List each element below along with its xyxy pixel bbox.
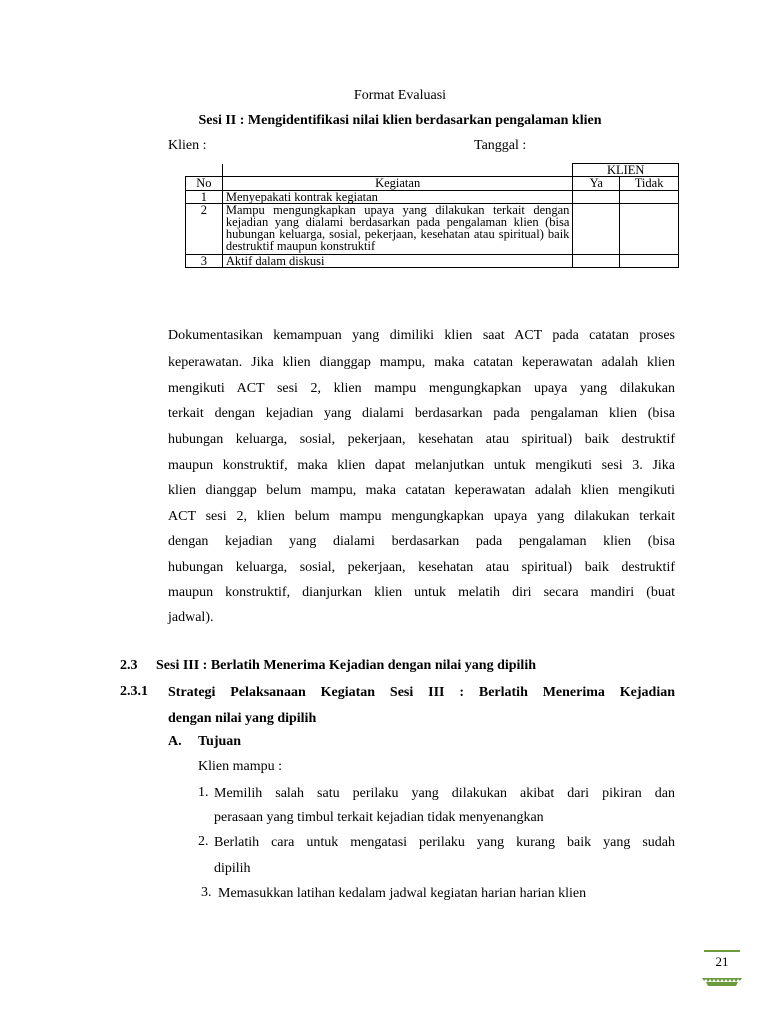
table-row <box>186 255 679 268</box>
table-row <box>186 204 679 255</box>
list-item-number: 1. <box>198 785 209 800</box>
row-no: 2 <box>186 204 223 255</box>
tujuan-heading: Tujuan <box>198 734 242 749</box>
table-header-spacer <box>222 164 573 177</box>
session-subtitle: Sesi II : Mengidentifikasi nilai klien berdasarkan pengalaman klien <box>198 113 602 128</box>
paragraph-line: keperawatan. Jika klien dianggap mampu, maka catatan keperawatan adalah klien <box>168 355 675 370</box>
paragraph-line: ACT sesi 2, klien belum mampu mengungkapkan upaya yang dilakukan terkait <box>168 509 675 524</box>
paragraph-line: dengan kejadian yang dialami berdasarkan pada pengalaman klien (bisa <box>168 534 675 549</box>
paragraph-line: hubungan keluarga, sosial, pekerjaan, kesehatan atau spiritual) baik destruktif <box>168 432 675 447</box>
row-tidak-cell <box>620 191 679 204</box>
row-tidak-cell <box>620 204 679 255</box>
klien-header: KLIEN <box>573 164 679 177</box>
row-no: 1 <box>186 191 223 204</box>
section-title: Sesi III : Berlatih Menerima Kejadian dengan nilai yang dipilih <box>156 658 536 673</box>
tujuan-letter: A. <box>168 734 182 749</box>
klien-mampu-label: Klien mampu : <box>198 759 282 774</box>
paragraph-line: jadwal). <box>168 610 214 625</box>
paragraph-line: maupun konstruktif, maka klien dapat melanjutkan untuk mengikuti sesi 3. Jika <box>168 458 675 473</box>
row-ya-cell <box>573 191 620 204</box>
row-kegiatan: Mampu mengungkapkan upaya yang dilakukan terkait dengan kejadian yang dialami berdasarkan pada pengalaman klien (bisa hubungan keluarga, sosial, pekerjaan, kesehatan atau spiritual) baik destruktif maupun konstruktif <box>222 204 573 255</box>
row-no: 3 <box>186 255 223 268</box>
list-item-continuation: perasaan yang timbul terkait kejadian tidak menyenangkan <box>214 810 544 825</box>
list-item: Memilih salah satu perilaku yang dilakukan akibat dari pikiran dan <box>214 786 675 801</box>
list-item: Berlatih cara untuk mengatasi perilaku yang kurang baik yang sudah <box>214 835 675 850</box>
row-ya-cell <box>573 204 620 255</box>
paragraph-line: maupun konstruktif, dianjurkan klien untuk melatih diri secara mandiri (buat <box>168 585 675 600</box>
no-header: No <box>186 177 223 191</box>
paragraph-line: Dokumentasikan kemampuan yang dimiliki klien saat ACT pada catatan proses <box>168 328 675 343</box>
paragraph-line: hubungan keluarga, sosial, pekerjaan, kesehatan atau spiritual) baik destruktif <box>168 560 675 575</box>
list-item-continuation: dipilih <box>214 861 251 876</box>
kegiatan-header: Kegiatan <box>222 177 573 191</box>
list-item-number: 2. <box>198 834 209 849</box>
row-kegiatan: Menyepakati kontrak kegiatan <box>222 191 573 204</box>
table-corner <box>186 164 223 177</box>
paragraph-line: klien dianggap belum mampu, maka catatan keperawatan adalah klien mengikuti <box>168 483 675 498</box>
evaluation-table <box>185 163 679 268</box>
section-number: 2.3 <box>120 658 138 673</box>
row-kegiatan: Aktif dalam diskusi <box>222 255 573 268</box>
klien-label: Klien : <box>168 138 207 153</box>
paragraph-line: mengikuti ACT sesi 2, klien mampu mengungkapkan upaya yang dilakukan <box>168 381 675 396</box>
paragraph-line: terkait dengan kejadian yang dialami berdasarkan pada pengalaman klien (bisa <box>168 406 675 421</box>
page-number: 21 <box>715 954 729 969</box>
page-title: Format Evaluasi <box>353 88 447 103</box>
table-row <box>186 191 679 204</box>
list-item: Memasukkan latihan kedalam jadwal kegiatan harian harian klien <box>218 886 587 901</box>
row-ya-cell <box>573 255 620 268</box>
subsection-title-line: Strategi Pelaksanaan Kegiatan Sesi III : Berlatih Menerima Kejadian <box>168 685 675 700</box>
tidak-header: Tidak <box>620 177 679 191</box>
ya-header: Ya <box>573 177 620 191</box>
subsection-number: 2.3.1 <box>120 684 148 699</box>
list-item-number: 3. <box>201 885 212 900</box>
tanggal-label: Tanggal : <box>474 138 527 153</box>
subsection-title-line: dengan nilai yang dipilih <box>168 711 317 726</box>
row-tidak-cell <box>620 255 679 268</box>
